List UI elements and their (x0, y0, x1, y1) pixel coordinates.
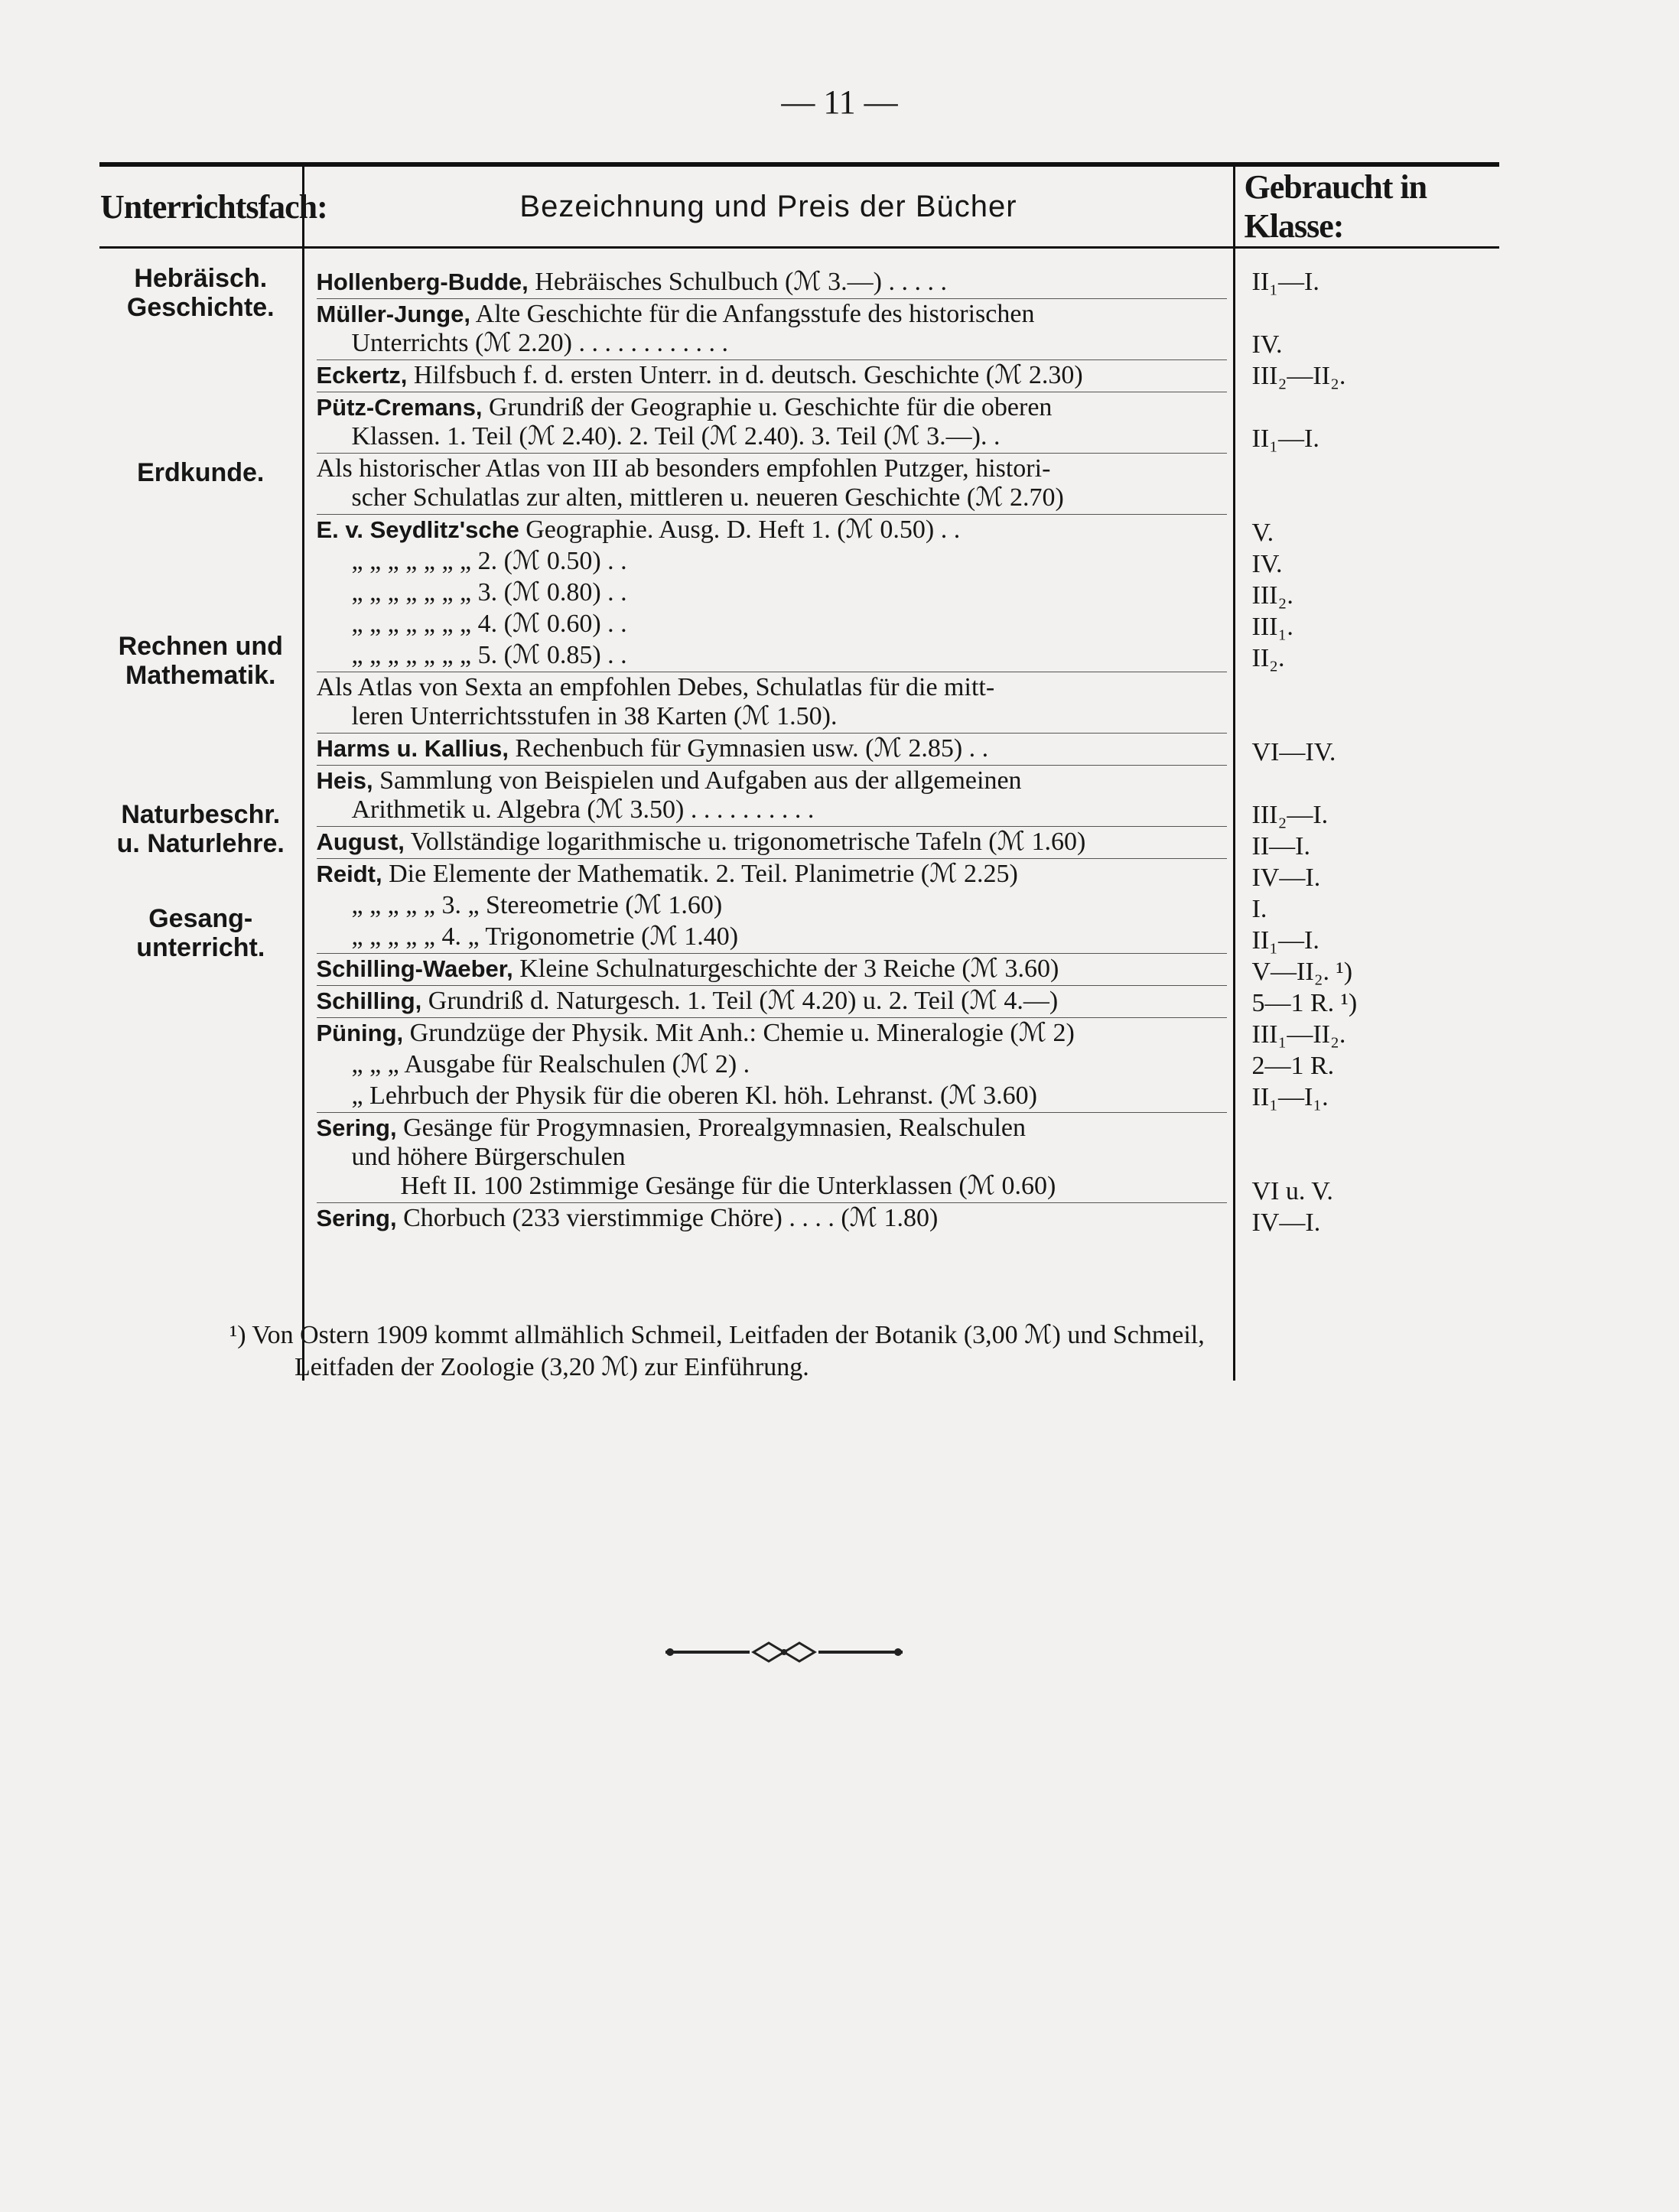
book-row: „ „ „ „ „ „ „ 2. (ℳ 0.50) . . (351, 547, 627, 575)
class-value: II₁—I. (1251, 268, 1319, 296)
class-value: III₂—II₂. (1251, 362, 1346, 390)
book-row: August, Vollständige logarithmische u. trigonometrische Tafeln (ℳ 1.60) (317, 827, 1227, 859)
class-value: II₁—I₁. (1251, 1083, 1329, 1111)
books-column (303, 248, 1234, 1381)
book-row: „ „ „ „ „ 3. „ Stereometrie (ℳ 1.60) (351, 891, 723, 919)
book-row: Harms u. Kallius, Rechenbuch für Gymnasien usw. (ℳ 2.85) . . (317, 734, 1227, 766)
subject-math-1: Rechnen und (118, 632, 283, 661)
subject-hebrew: Hebräisch. (134, 264, 268, 293)
class-value: II₁—I. (1251, 425, 1319, 453)
book-row: Heis, Sammlung von Beispielen und Aufgaben aus der allgemeinen Arithmetik u. Algebra (ℳ 3.50) . . . . . . . . . . (317, 766, 1227, 827)
class-value: V—II₂. ¹) (1251, 958, 1353, 986)
class-column (1234, 248, 1499, 1381)
book-list-table (99, 162, 1499, 1381)
class-value: 5—1 R. ¹) (1251, 989, 1358, 1017)
book-row: „ „ „ „ „ „ „ 5. (ℳ 0.85) . . (317, 640, 1227, 672)
page-number: — 11 — (781, 83, 898, 121)
class-value: IV. (1251, 550, 1283, 578)
book-row: Pütz-Cremans, Grundriß der Geographie u. Geschichte für die oberen Klassen. 1. Teil (ℳ 2.40). 2. Teil (ℳ 2.40). 3. Teil (ℳ 3.—). . (317, 392, 1227, 454)
header-class: Gebraucht in Klasse: (1234, 164, 1499, 248)
class-value: IV—I. (1251, 864, 1321, 892)
class-value: IV. (1251, 330, 1283, 359)
footnote-line-1: ¹) Von Ostern 1909 kommt allmählich Schmeil, Leitfaden der Botanik (3,00 ℳ) und Schmeil, (229, 1321, 1205, 1349)
subject-nature-2: u. Naturlehre. (116, 829, 285, 858)
book-row: Eckertz, Hilfsbuch f. d. ersten Unterr. in d. deutsch. Geschichte (ℳ 2.30) (317, 360, 1227, 392)
class-value: IV—I. (1251, 1208, 1321, 1237)
book-note: Als historischer Atlas von III ab besonders empfohlen Putzger, histori- scher Schulatlas zur alten, mittleren u. neueren Geschichte (ℳ 2.70) (317, 454, 1227, 515)
ornament-divider (665, 1637, 903, 1667)
class-value: VI u. V. (1251, 1177, 1333, 1205)
subject-history: Geschichte. (126, 293, 275, 322)
book-row: „ „ „ „ „ 4. „ Trigonometrie (ℳ 1.40) (317, 922, 1227, 954)
book-row: Sering, Gesänge für Progymnasien, Prorealgymnasien, Realschulen und höhere Bürgerschulen Heft II. 100 2stimmige Gesänge für die Unterklassen (ℳ 0.60) (317, 1113, 1227, 1203)
book-row: Reidt, Die Elemente der Mathematik. 2. Teil. Planimetrie (ℳ 2.25) (316, 860, 1018, 888)
subject-singing-2: unterricht. (136, 933, 265, 962)
book-note: Als Atlas von Sexta an empfohlen Debes, Schulatlas für die mitt- leren Unterrichtsstufen in 38 Karten (ℳ 1.50). (317, 672, 1227, 734)
book-row: Hollenberg-Budde, Hebräisches Schulbuch (ℳ 3.—) . . . . . (317, 267, 1227, 299)
class-value: III₂. (1251, 581, 1293, 610)
book-row: Sering, Chorbuch (233 vierstimmige Chöre) . . . . (ℳ 1.80) (316, 1204, 939, 1232)
subject-singing-1: Gesang- (148, 904, 253, 933)
book-row: „ „ „ Ausgabe für Realschulen (ℳ 2) . (351, 1050, 750, 1078)
header-books: Bezeichnung und Preis der Bücher (303, 164, 1234, 248)
book-row: Müller-Junge, Alte Geschichte für die Anfangsstufe des historischen Unterrichts (ℳ 2.20) . . . . . . . . . . . . (317, 299, 1227, 360)
header-subject: Unterrichtsfach: (99, 164, 303, 248)
class-value: II₁—I. (1251, 926, 1319, 955)
subject-column (99, 248, 303, 1381)
class-value: I. (1251, 895, 1267, 923)
book-row: Schilling, Grundriß d. Naturgesch. 1. Teil (ℳ 4.20) u. 2. Teil (ℳ 4.—) (317, 986, 1227, 1018)
book-row: E. v. Seydlitz'sche Geographie. Ausg. D. Heft 1. (ℳ 0.50) . . (316, 516, 961, 544)
footnote-line-2: Leitfaden der Zoologie (3,20 ℳ) zur Einführung. (294, 1353, 809, 1381)
class-value: V. (1251, 519, 1274, 547)
subject-nature-1: Naturbeschr. (121, 800, 281, 829)
class-value: III₁. (1251, 613, 1293, 641)
class-value: 2—1 R. (1251, 1052, 1335, 1080)
book-row: „ „ „ „ „ „ „ 4. (ℳ 0.60) . . (351, 610, 627, 638)
subject-geography: Erdkunde. (137, 458, 265, 487)
book-row: Püning, Grundzüge der Physik. Mit Anh.: Chemie u. Mineralogie (ℳ 2) (316, 1019, 1075, 1047)
footnote (229, 1319, 1484, 1384)
class-value: III₂—I. (1251, 801, 1329, 829)
book-row: „ Lehrbuch der Physik für die oberen Kl. höh. Lehranst. (ℳ 3.60) (317, 1081, 1227, 1113)
class-value: VI—IV. (1251, 738, 1336, 766)
class-value: II₂. (1251, 644, 1285, 672)
class-value: II—I. (1251, 832, 1310, 860)
subject-math-2: Mathematik. (125, 661, 276, 690)
class-value: III₁—II₂. (1251, 1020, 1346, 1049)
book-row: Schilling-Waeber, Kleine Schulnaturgeschichte der 3 Reiche (ℳ 3.60) (317, 954, 1227, 986)
book-row: „ „ „ „ „ „ „ 3. (ℳ 0.80) . . (351, 578, 627, 607)
